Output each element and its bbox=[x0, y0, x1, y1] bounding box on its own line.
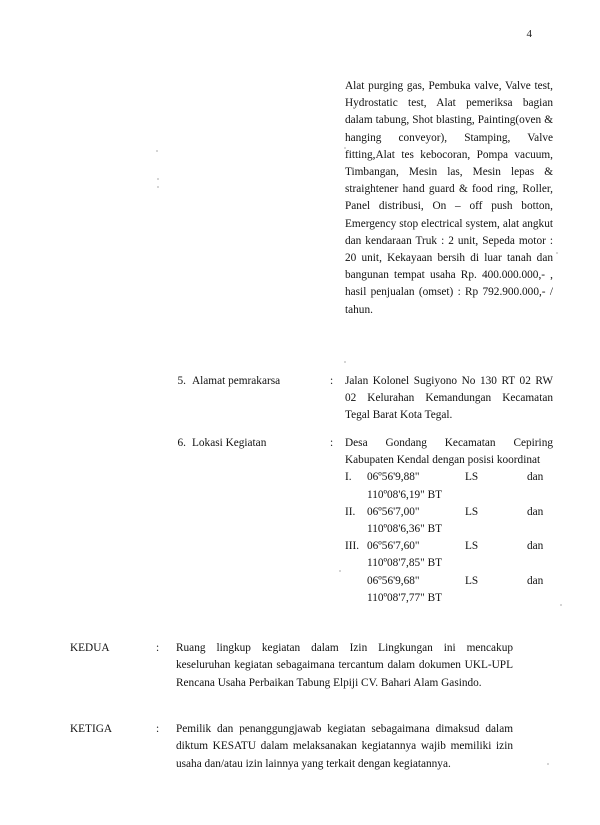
coordinate-item bbox=[345, 504, 553, 538]
clause-body: Ruang lingkup kegiatan dalam Izin Lingkungan ini mencakup keseluruhan kegiatan sebagaimana tercantum dalam dokumen UKL-UPL Rencana Usaha Perbaikan Tabung Elpiji CV. Bahari Alam Gasindo. bbox=[176, 642, 513, 689]
coordinate-list bbox=[345, 469, 553, 607]
clause-title: KETIGA bbox=[70, 723, 113, 735]
coordinate-line-primary bbox=[345, 538, 553, 555]
item-label: Lokasi Kegiatan bbox=[192, 437, 267, 449]
item-value: Jalan Kolonel Sugiyono No 130 RT 02 RW 02 Kelurahan Kemandungan Kecamatan Tegal Barat Kota Tegal. bbox=[345, 375, 553, 422]
coordinate-roman: II. bbox=[345, 505, 356, 518]
coordinate-latitude: 06º56'7,00" bbox=[367, 505, 420, 518]
item-colon: : bbox=[330, 437, 334, 449]
page-number: 4 bbox=[526, 28, 532, 40]
scan-speck bbox=[344, 361, 346, 363]
coordinate-conjunction: dan bbox=[527, 471, 544, 484]
item-number: 5. bbox=[177, 375, 186, 387]
coordinate-longitude: 110º08'7,77" BT bbox=[367, 591, 443, 604]
item-label: Alamat pemrakarsa bbox=[192, 375, 281, 387]
scan-speck bbox=[547, 763, 549, 765]
scan-speck bbox=[157, 178, 159, 180]
coordinate-line-primary bbox=[345, 573, 553, 590]
scan-speck bbox=[339, 570, 341, 572]
coordinate-latitude: 06º56'7,60" bbox=[367, 540, 420, 553]
coordinate-latitude-unit: LS bbox=[465, 540, 479, 553]
coordinate-conjunction: dan bbox=[527, 540, 544, 553]
coordinate-latitude: 06º56'9,68" bbox=[367, 574, 420, 587]
clause-colon: : bbox=[156, 642, 160, 654]
coordinate-roman: I. bbox=[345, 471, 352, 484]
coordinate-conjunction: dan bbox=[527, 505, 544, 518]
scan-speck bbox=[157, 186, 159, 188]
clause-title: KEDUA bbox=[70, 642, 110, 654]
coordinate-latitude-unit: LS bbox=[465, 505, 479, 518]
continuation-paragraph: Alat purging gas, Pembuka valve, Valve test, Hydrostatic test, Alat pemeriksa bagian dalam tabung, Shot blasting, Painting(oven & hanging conveyor), Stamping, Valve fitting,Alat tes kebocoran, Pompa vacuum, Timbangan, Mesin las, Mesin lepas & straightener hand guard & food ring, Roller, Panel distribusi, On – off push botton, Emergency stop electrical system, alat angkut dan kendaraan Truk : 2 unit, Sepeda motor : 20 unit, Kekayaan bersih di luar tanah dan bangunan tempat usaha Rp. 400.000.000,- , hasil penjualan (omset) : Rp 792.900.000,- / tahun. bbox=[345, 80, 553, 316]
scan-speck bbox=[560, 604, 562, 606]
coordinate-longitude: 110º08'6,19" BT bbox=[367, 488, 443, 501]
coordinate-item bbox=[345, 469, 553, 503]
clause-colon: : bbox=[156, 723, 160, 735]
coordinate-latitude-unit: LS bbox=[465, 471, 479, 484]
item-number: 6. bbox=[177, 437, 186, 449]
coordinate-conjunction: dan bbox=[527, 574, 544, 587]
coordinate-line-primary bbox=[345, 504, 553, 521]
scan-speck bbox=[556, 252, 558, 254]
coordinate-line-primary bbox=[345, 469, 553, 486]
clause-body: Pemilik dan penanggungjawab kegiatan sebagaimana dimaksud dalam diktum KESATU dalam melaksanakan kegiatannya wajib memiliki izin usaha dan/atau izin lainnya yang terkait dengan kegiatannya. bbox=[176, 723, 513, 770]
item-value-text: Desa Gondang Kecamatan Cepiring Kabupaten Kendal dengan posisi koordinat bbox=[345, 437, 553, 467]
coordinate-longitude: 110º08'7,85" BT bbox=[367, 557, 443, 570]
scan-speck bbox=[156, 150, 158, 152]
coordinate-latitude: 06º56'9,88" bbox=[367, 471, 420, 484]
coordinate-longitude: 110º08'6,36" BT bbox=[367, 522, 443, 535]
scan-speck bbox=[344, 147, 346, 149]
coordinate-roman: III. bbox=[345, 540, 360, 553]
item-colon: : bbox=[330, 375, 334, 387]
item-value bbox=[345, 435, 553, 607]
coordinate-item bbox=[345, 538, 553, 572]
coordinate-latitude-unit: LS bbox=[465, 574, 479, 587]
coordinate-item bbox=[345, 573, 553, 607]
